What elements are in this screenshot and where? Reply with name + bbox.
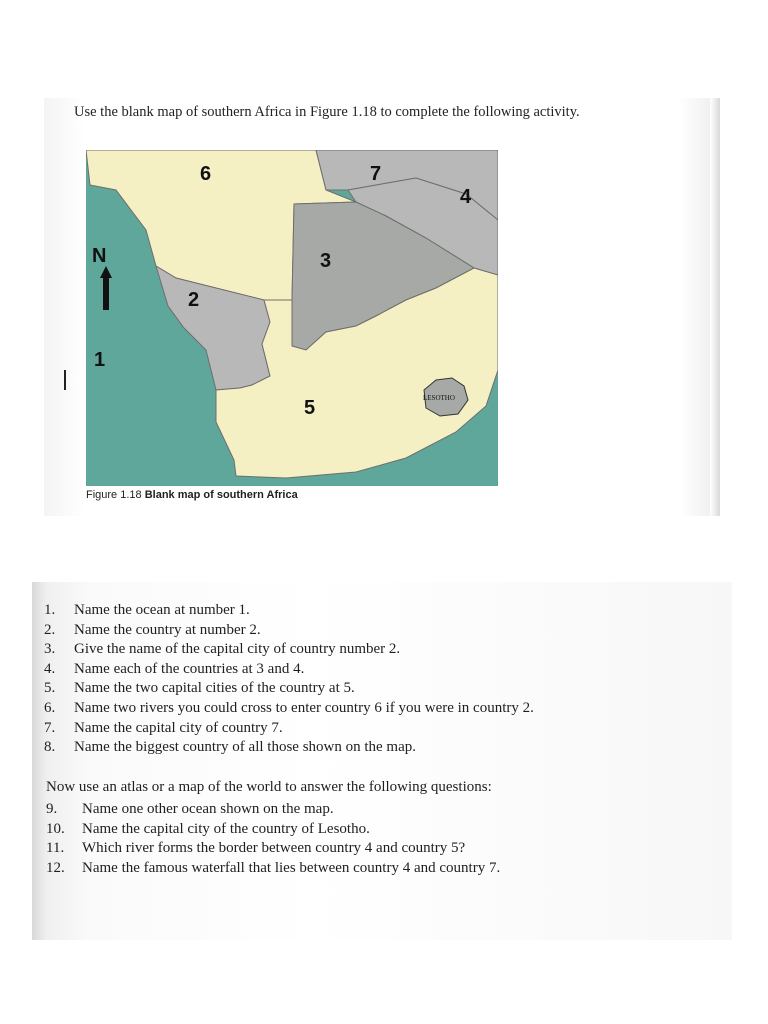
question-text: Name the capital city of the country of Lesotho. bbox=[82, 820, 370, 837]
question-number: 7. bbox=[44, 719, 56, 736]
question-item bbox=[44, 719, 734, 739]
question-list bbox=[44, 601, 734, 758]
intro-text bbox=[74, 104, 714, 121]
question-item bbox=[44, 699, 734, 719]
label-2: 2 bbox=[188, 289, 200, 311]
question-number: 4. bbox=[44, 660, 56, 677]
figure-caption bbox=[86, 489, 298, 501]
margin-mark bbox=[64, 370, 66, 390]
question-number: 2. bbox=[44, 621, 56, 638]
question-number: 12. bbox=[46, 859, 65, 876]
label-1: 1 bbox=[94, 349, 106, 371]
label-3: 3 bbox=[320, 250, 332, 272]
question-number: 6. bbox=[44, 699, 56, 716]
question-item bbox=[44, 640, 734, 660]
question-text: Name two rivers you could cross to enter country 6 if you were in country 2. bbox=[74, 699, 534, 716]
question-item bbox=[46, 839, 736, 859]
question-item bbox=[46, 800, 736, 820]
question-text: Name each of the countries at 3 and 4. bbox=[74, 660, 305, 677]
question-text: Name the country at number 2. bbox=[74, 621, 261, 638]
question-item bbox=[46, 820, 736, 840]
southern-africa-map bbox=[86, 150, 498, 486]
label-4: 4 bbox=[460, 186, 472, 208]
label-6: 6 bbox=[200, 163, 212, 185]
atlas-instruction: Now use an atlas or a map of the world to answer the following questions: bbox=[46, 779, 492, 795]
question-item bbox=[44, 679, 734, 699]
question-item bbox=[46, 859, 736, 879]
question-item bbox=[44, 738, 734, 758]
label-5: 5 bbox=[304, 397, 316, 419]
question-number: 9. bbox=[46, 801, 58, 817]
label-7: 7 bbox=[370, 163, 382, 185]
question-number: 10. bbox=[46, 820, 65, 837]
question-text: Name the biggest country of all those shown on the map. bbox=[74, 739, 417, 756]
caption-title: Blank map of southern Africa bbox=[144, 489, 298, 501]
question-item bbox=[44, 601, 734, 621]
map-svg bbox=[86, 150, 498, 486]
intro-before: Use the blank map of southern Africa in Figure 1.18 bbox=[74, 104, 377, 120]
label-north: N bbox=[92, 245, 107, 267]
atlas-question-list bbox=[46, 800, 736, 878]
caption-figure: Figure 1.18 bbox=[86, 489, 145, 501]
question-number: 11. bbox=[46, 840, 65, 857]
question-text: Name the ocean at number 1. bbox=[74, 602, 250, 618]
question-text: Name the famous waterfall that lies between country 4 and country 7. bbox=[82, 859, 501, 876]
question-number: 3. bbox=[44, 641, 56, 658]
question-number: 5. bbox=[44, 680, 56, 697]
question-text: Name one other ocean shown on the map. bbox=[82, 801, 334, 817]
question-text: Which river forms the border between country 4 and country 5? bbox=[82, 840, 466, 857]
scan-edge bbox=[710, 98, 720, 516]
question-text: Name the capital city of country 7. bbox=[74, 719, 283, 736]
question-item bbox=[44, 660, 734, 680]
question-number: 1. bbox=[44, 602, 56, 618]
question-text: Name the two capital cities of the country at 5. bbox=[74, 680, 355, 697]
question-item bbox=[44, 621, 734, 641]
question-number: 8. bbox=[44, 739, 56, 756]
label-lesotho: LESOTHO bbox=[423, 394, 455, 402]
intro-after: to complete the following activity. bbox=[376, 104, 580, 120]
question-text: Give the name of the capital city of country number 2. bbox=[74, 641, 401, 658]
